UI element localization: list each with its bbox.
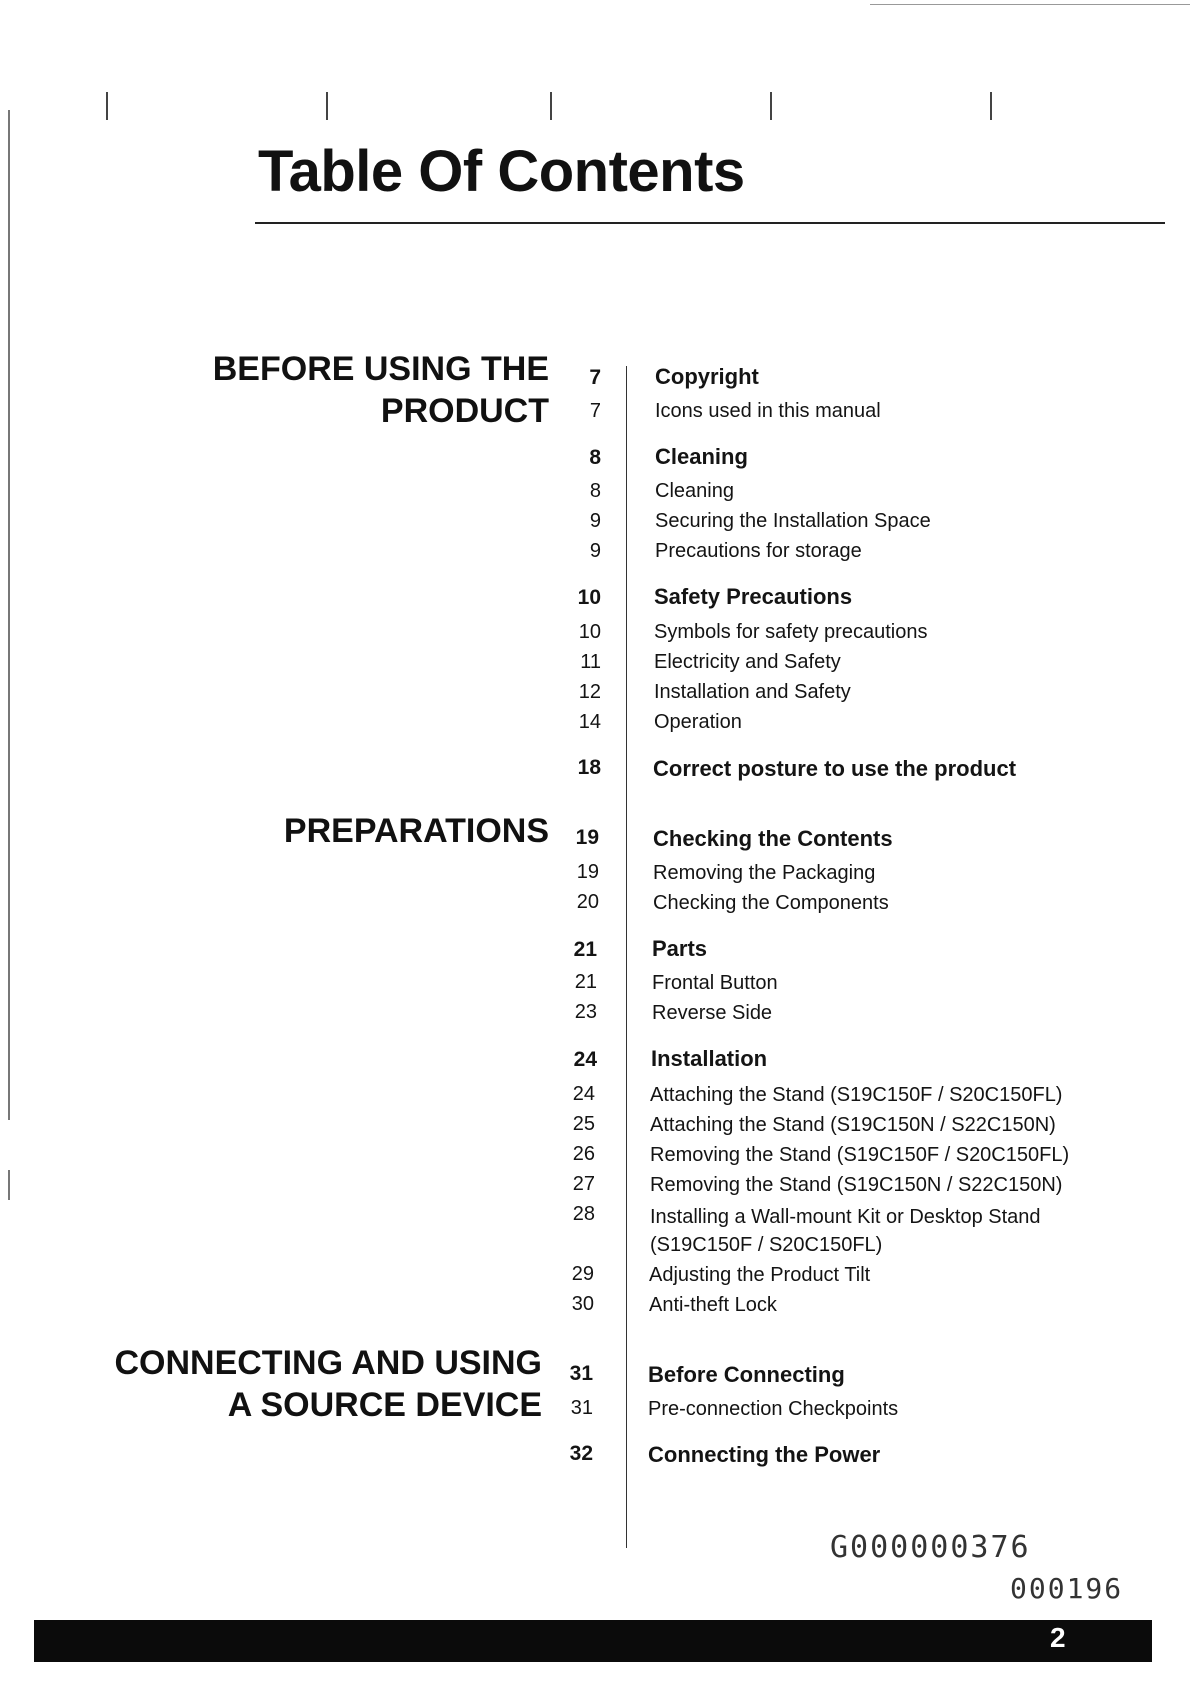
toc-entry[interactable]: Attaching the Stand (S19C150N / S22C150N) (650, 1114, 1056, 1136)
scan-edge-line (8, 110, 10, 1120)
toc-page-number: 31 (570, 1397, 593, 1419)
toc-entry[interactable]: Checking the Contents (653, 826, 893, 851)
toc-entry[interactable]: Parts (652, 936, 708, 961)
toc-entry[interactable]: Connecting the Power (648, 1442, 881, 1467)
toc-page-number: 19 (575, 826, 599, 849)
toc-page-number: 7 (589, 366, 601, 389)
title-divider (255, 222, 1165, 224)
section-title-line: A SOURCE DEVICE (227, 1386, 542, 1424)
toc-page-number: 20 (576, 891, 599, 913)
toc-entry[interactable]: Cleaning (655, 444, 748, 469)
scan-artifact (770, 92, 772, 120)
toc-entry[interactable]: Copyright (655, 364, 759, 389)
section-title-connecting (114, 1342, 542, 1426)
serial-stamp-2: 000196 (1010, 1572, 1124, 1605)
serial-stamp: G000000376 (830, 1530, 1031, 1565)
toc-entry[interactable]: Frontal Button (652, 972, 778, 994)
section-title-preparations (284, 810, 549, 852)
toc-entry[interactable]: Pre-connection Checkpoints (648, 1398, 899, 1420)
toc-page-number: 30 (571, 1293, 594, 1315)
toc-page-number: 24 (573, 1048, 597, 1071)
toc-entry[interactable]: Removing the Packaging (653, 862, 876, 884)
toc-page-number: 25 (572, 1113, 595, 1135)
toc-page-number: 24 (572, 1083, 595, 1105)
toc-entry[interactable]: Securing the Installation Space (655, 510, 931, 532)
toc-entry[interactable]: Adjusting the Product Tilt (649, 1264, 871, 1286)
toc-page-number: 9 (589, 540, 601, 562)
toc-page-number: 8 (589, 480, 601, 502)
scan-artifact (106, 92, 108, 120)
toc-page-number: 28 (572, 1203, 595, 1225)
toc-page-number: 23 (574, 1001, 597, 1023)
toc-entry[interactable]: Attaching the Stand (S19C150F / S20C150FL) (650, 1084, 1063, 1106)
toc-entry[interactable]: Cleaning (655, 480, 734, 502)
scan-artifact (870, 4, 1190, 5)
page-title: Table Of Contents (258, 139, 745, 204)
section-title-line: BEFORE USING THE (212, 350, 549, 388)
toc-page-number: 32 (569, 1442, 593, 1465)
section-title-before-using (213, 348, 549, 432)
toc-page-number: 27 (572, 1173, 595, 1195)
toc-entry-continued[interactable]: (S19C150F / S20C150FL) (650, 1234, 883, 1256)
page-number: 2 (1050, 1622, 1066, 1653)
toc-entry[interactable]: Anti-theft Lock (649, 1294, 777, 1316)
footer-bar (34, 1620, 1152, 1662)
toc-page-number: 19 (576, 861, 599, 883)
toc-page-number: 31 (569, 1362, 593, 1385)
toc-page-number: 21 (573, 938, 597, 961)
toc-entry[interactable]: Installation and Safety (654, 681, 851, 703)
toc-page-number: 11 (580, 651, 601, 673)
toc-entry[interactable]: Removing the Stand (S19C150F / S20C150FL) (650, 1144, 1070, 1166)
section-title-line: PREPARATIONS (283, 812, 549, 850)
toc-entry[interactable]: Installation (651, 1046, 768, 1071)
toc-entry[interactable]: Electricity and Safety (654, 651, 841, 673)
toc-entry[interactable]: Installing a Wall-mount Kit or Desktop Stand (650, 1206, 1041, 1228)
scan-artifact (326, 92, 328, 120)
toc-entry[interactable]: Symbols for safety precautions (654, 621, 928, 643)
toc-page-number: 14 (578, 711, 601, 733)
toc-page-number: 9 (589, 510, 601, 532)
toc-entry[interactable]: Before Connecting (648, 1362, 845, 1387)
toc-page-number: 10 (578, 621, 601, 643)
toc-page-number: 18 (577, 756, 601, 779)
section-title-line: CONNECTING AND USING (114, 1344, 542, 1382)
toc-entry[interactable]: Removing the Stand (S19C150N / S22C150N) (650, 1174, 1063, 1196)
toc-entry[interactable]: Precautions for storage (655, 540, 862, 562)
scan-edge-line (8, 1170, 10, 1200)
column-divider (626, 366, 627, 1548)
toc-page-number: 8 (589, 446, 601, 469)
scan-artifact (990, 92, 992, 120)
section-title-line: PRODUCT (380, 392, 549, 430)
toc-entry[interactable]: Reverse Side (652, 1002, 773, 1024)
toc-entry[interactable]: Operation (654, 711, 742, 733)
toc-page-number: 26 (572, 1143, 595, 1165)
toc-page-number: 12 (578, 681, 601, 703)
toc-page-number: 7 (589, 400, 601, 422)
toc-page-number: 10 (577, 586, 601, 609)
toc-page-number: 29 (571, 1263, 594, 1285)
toc-entry[interactable]: Icons used in this manual (655, 400, 881, 422)
toc-entry[interactable]: Safety Precautions (654, 584, 853, 609)
toc-entry[interactable]: Correct posture to use the product (653, 756, 1017, 781)
toc-entry[interactable]: Checking the Components (653, 892, 889, 914)
toc-page-number: 21 (574, 971, 597, 993)
scan-artifact (550, 92, 552, 120)
